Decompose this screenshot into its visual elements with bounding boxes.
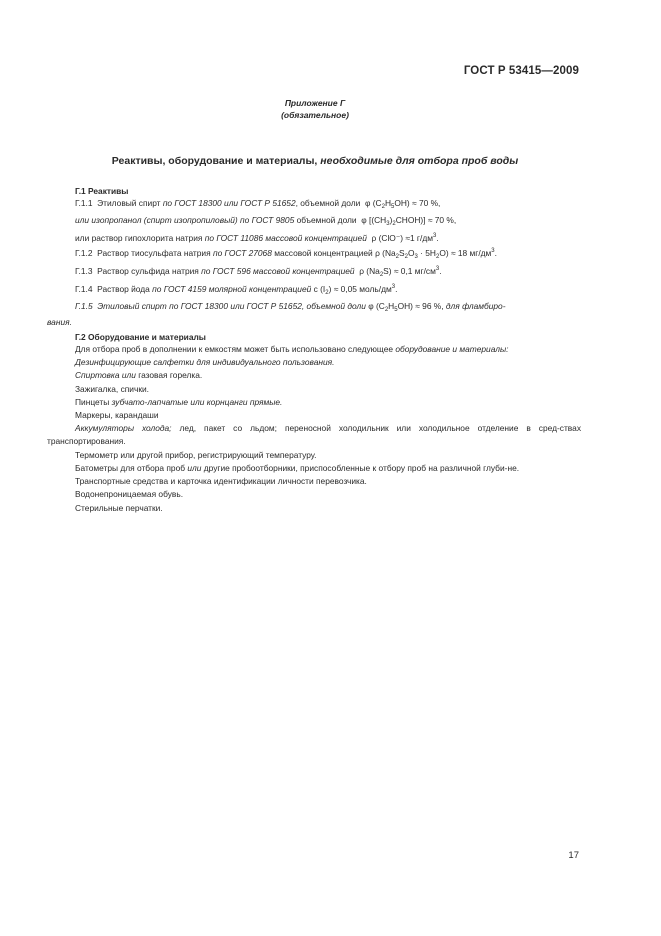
list-item: Дезинфицирующие салфетки для индивидуального пользования. [75,357,335,368]
list-item: Стерильные перчатки. [75,502,163,513]
reagent-item: Г.1.2 Раствор тиосульфата натрия по ГОСТ 27068 массовой концентрацией ρ $(Na_2S_2O_3 \cdot 5H_2O) \approx 18$ $мг/дм^3$. [75,247,497,260]
list-item: Зажигалка, спички. [75,383,150,394]
page-number: 17 [568,850,579,861]
appendix-title: Приложение Г [284,98,346,108]
appendix-heading [0,98,630,121]
document-body [47,185,581,515]
list-item: Маркеры, карандаши [75,410,159,421]
list-item: Транспортные средства и карточка идентификации личности перевозчика. [75,476,367,487]
list-item: Спиртовка или газовая горелка. [75,370,203,381]
list-item: Термометр или другой прибор, регистрирующий температуру. [75,449,317,460]
section-heading-equipment: Г.2 Оборудование и материалы [75,331,206,342]
list-item: Для отбора проб в дополнении к емкостям может быть использовано следующее оборудование и материалы: [75,344,509,355]
reagent-item: Г.1.4 Раствор йода по ГОСТ 4159 молярной концентрацией c $(I_2) \approx 0,05$ моль/$дм^3$. [75,284,398,297]
title-italic: необходимые для отбора проб воды [320,155,519,167]
list-item: Аккумуляторы холода; лед, пакет со льдом; переносной холодильник или холодильное отделение в сред-ствах транспортирования. [47,423,582,447]
list-item: Батометры для отбора проб или другие пробоотборники, приспособленные к отбору проб на различной глуби-не. [75,462,520,473]
reagent-item: или изопропанол (спирт изопропиловый) по ГОСТ 9805 объемной доли φ $[(CH_3)_2CHOH)] \approx 70$ %, [75,214,457,227]
reagent-item: Г.1.3 Раствор сульфида натрия по ГОСТ 596 массовой концентрацией ρ $(Na_2S) \approx 0,1$ $мг/см^3$. [75,266,442,279]
list-item: Водонепроницаемая обувь. [75,489,184,500]
section-heading-reagents: Г.1 Реактивы [75,186,129,196]
reagent-item: Г.1.1 Этиловый спирт по ГОСТ 18300 или ГОСТ Р 51652, объемной доли φ $(C_2H_5OH) \approx 70$ %, [75,198,441,211]
reagent-item: Г.1.5 Этиловый спирт по ГОСТ 18300 или ГОСТ Р 51652, объемной доли φ $(C_2H_5OH) \approx 96$ %, для фламбиро- вания. [47,300,506,328]
document-code: ГОСТ Р 53415—2009 [463,65,579,77]
page-title [0,155,630,167]
list-item: Пинцеты зубчато-лапчатые или корнцанги прямые. [75,396,283,407]
appendix-status: (обязательное) [281,109,349,120]
reagent-item: или раствор гипохлорита натрия по ГОСТ 11086 массовой концентрацией ρ (ClO⁻) ≈1 $г/дм^3$. [75,233,439,244]
title-plain: Реактивы, оборудование и материалы, [111,155,318,167]
